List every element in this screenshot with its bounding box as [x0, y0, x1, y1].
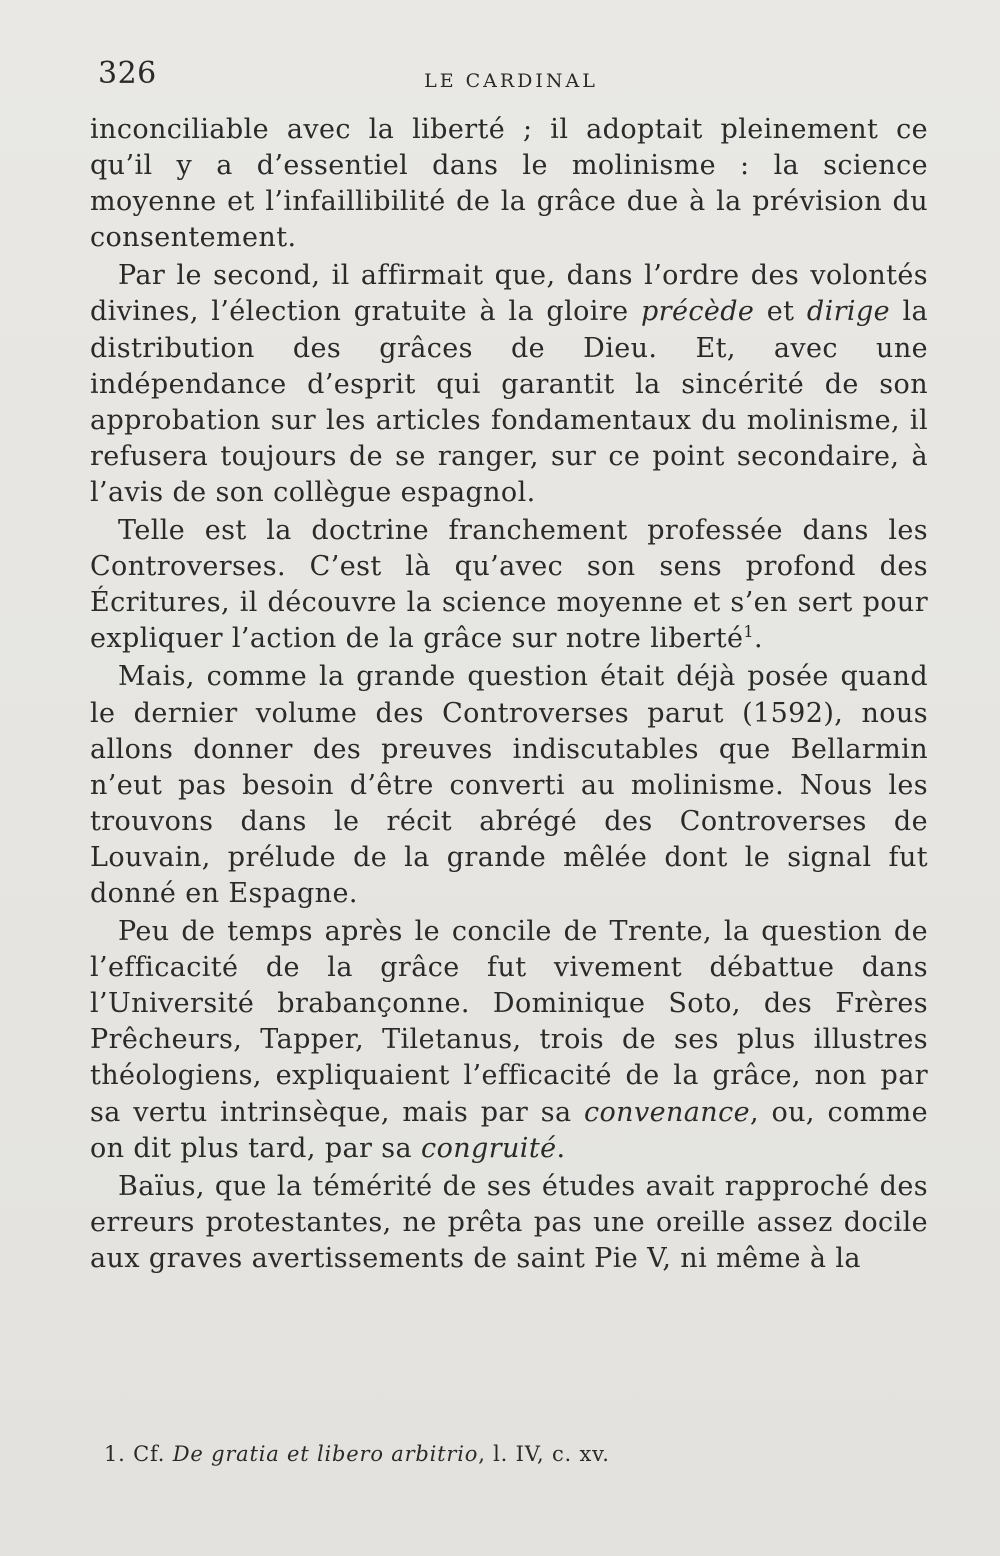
paragraph-2-part-e: la distribution des grâces de Dieu. Et, avec une indépendance d’esprit qui garantit la sincérité de son approbation sur les articles fondamentaux du molinisme, il refusera toujours de se ranger, sur ce point secondaire, à l’avis de son collègue espagnol. [90, 296, 929, 508]
paragraph-4 [90, 659, 928, 912]
emphasis-dirige: dirige [806, 296, 891, 328]
paragraph-3-text: Telle est la doctrine franchement professée dans les Controverses. C’est là qu’avec son sens profond des Écritures, il découvre la science moyenne et s’en sert pour expliquer l’action de la grâce sur notre liberté [90, 515, 928, 655]
emphasis-congruite: congruité [421, 1132, 557, 1164]
footnote-reference: , l. IV, c. xv. [478, 1442, 610, 1466]
page-header [96, 56, 926, 96]
footnote-prefix: Cf. [125, 1442, 173, 1466]
paragraph-2 [90, 258, 928, 511]
footnote-title: De gratia et libero arbitrio [172, 1442, 479, 1466]
page-number: 326 [98, 56, 157, 91]
body-text [90, 112, 928, 1279]
paragraph-6 [90, 1169, 928, 1277]
footnote-number: 1. [104, 1442, 126, 1466]
paragraph-4-text: Mais, comme la grande question était déjà posée quand le dernier volume des Controverses parut (1592), nous allons donner des preuves indiscutables que Bellarmin n’eut pas besoin d’être converti au molinisme. Nous les trouvons dans le récit abrégé des Controverses de Louvain, prélude de la grande mêlée dont le signal fut donné en Espagne. [90, 661, 928, 909]
paragraph-3-end: . [753, 623, 763, 655]
paragraph-1-text: inconciliable avec la liberté ; il adoptait pleinement ce qu’il y a d’essentiel dans le molinisme : la science moyenne et l’infaillibilité de la grâce due à la prévision du consentement. [90, 114, 928, 254]
paragraph-6-text: Baïus, que la témérité de ses études avait rapproché des erreurs protestantes, ne prêta pas une oreille assez docile aux graves avertissements de saint Pie V, ni même à la [90, 1170, 928, 1274]
paragraph-5-part-c: , ou, comme on dit plus tard, par sa [90, 1096, 929, 1164]
paragraph-2-part-a: Par le second, il affirmait que, dans l’ordre des volontés divines, l’élection gratuite à la gloire [90, 260, 928, 328]
footnote [104, 1440, 924, 1468]
paragraph-5-part-e: . [556, 1132, 566, 1164]
emphasis-convenance: convenance [584, 1096, 750, 1128]
paragraph-2-part-c: et [754, 296, 807, 328]
paragraph-1 [90, 112, 928, 256]
paragraph-5-part-a: Peu de temps après le concile de Trente, la question de l’efficacité de la grâce fut vivement débattue dans l’Université brabançonne. Dominique Soto, des Frères Prêcheurs, Tapper, Tiletanus, trois de ses plus illustres théologiens, expliquaient l’efficacité de la grâce, non par sa vertu intrinsèque, mais par sa [90, 916, 928, 1128]
paragraph-5 [90, 914, 928, 1167]
running-title: LE CARDINAL [424, 70, 598, 92]
footnote-marker[interactable]: 1 [743, 622, 754, 642]
emphasis-precede: précède [640, 296, 755, 328]
paragraph-3 [90, 513, 928, 657]
